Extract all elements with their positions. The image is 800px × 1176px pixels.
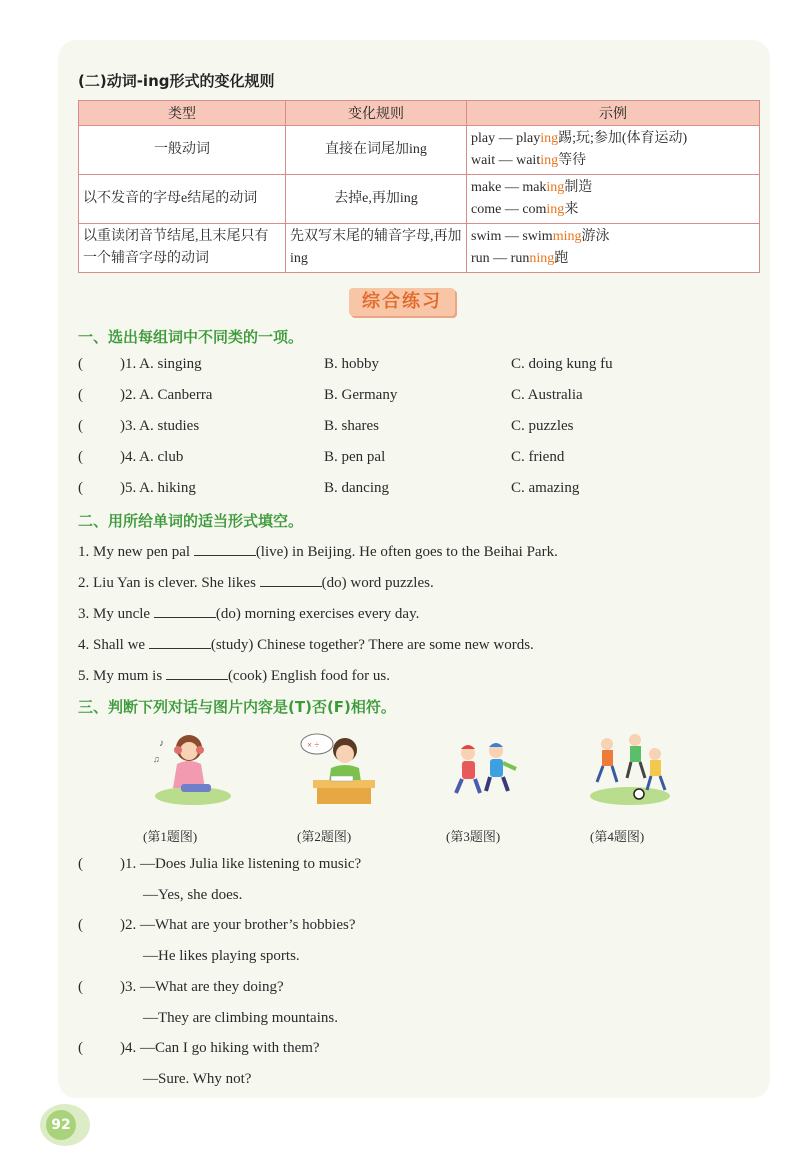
kids-playing-football-picture [585, 728, 675, 808]
option-b: B. Germany [324, 387, 398, 403]
answer-paren: ( [78, 856, 83, 872]
example-meaning: 等待 [558, 153, 587, 168]
option-c: C. Australia [511, 387, 583, 403]
question-text: (cook) English food for us. [227, 668, 390, 684]
answer-paren: ( [78, 480, 83, 496]
type-cell: 一般动词 [79, 126, 286, 175]
example-suffix: ing [540, 153, 559, 168]
type-cell: 以不发音的字母e结尾的动词 [79, 175, 286, 224]
boy-writing-picture [295, 728, 385, 808]
fill-blank-question [78, 634, 534, 654]
girl-listening-music-picture [145, 728, 235, 808]
example-meaning: 跑 [554, 251, 569, 266]
table-row [79, 126, 760, 175]
example-text: run — run [471, 251, 530, 266]
example-text: make — mak [471, 180, 547, 195]
question-text: (do) morning exercises every day. [215, 606, 420, 622]
example-suffix: ing [546, 180, 565, 195]
answer-paren: ( [78, 979, 83, 995]
table-header-type: 类型 [79, 101, 286, 126]
practice-banner-label: 综合练习 [362, 291, 442, 312]
svg-text:× ÷: × ÷ [307, 740, 320, 750]
example-meaning: 来 [564, 202, 579, 217]
rule-cell: 先双写末尾的辅音字母,再加ing [286, 224, 467, 273]
example-meaning: 踢;玩;参加(体育运动) [558, 131, 688, 146]
dialogue-question: )2. —What are your brother’s hobbies? [120, 917, 356, 933]
example-text: swim — swim [471, 229, 553, 244]
question-text: (do) word puzzles. [321, 575, 434, 591]
answer-blank[interactable] [149, 634, 211, 649]
svg-text:♫: ♫ [153, 754, 160, 764]
answer-paren: ( [78, 418, 83, 434]
question-number: )2. A. Canberra [120, 387, 213, 403]
example-cell [467, 126, 760, 175]
option-b: B. hobby [324, 356, 380, 372]
question-text: (live) in Beijing. He often goes to the Beihai Park. [255, 544, 558, 560]
dialogue-answer: —He likes playing sports. [143, 948, 300, 964]
answer-paren: ( [78, 449, 83, 465]
answer-paren: ( [78, 917, 83, 933]
svg-text:♪: ♪ [159, 738, 164, 749]
example-text: play — play [471, 131, 541, 146]
dialogue-question: )3. —What are they doing? [120, 979, 284, 995]
question-text: 2. Liu Yan is clever. She likes [78, 575, 260, 591]
question-text: 5. My mum is [78, 668, 166, 684]
question-number: )3. A. studies [120, 418, 200, 434]
fill-blank-question [78, 541, 558, 561]
example-suffix: ming [552, 229, 582, 244]
question-text: 1. My new pen pal [78, 544, 194, 560]
part3-title: 三、判断下列对话与图片内容是(T)否(F)相符。 [78, 698, 396, 716]
question-number: )5. A. hiking [120, 480, 196, 496]
example-text: come — com [471, 202, 547, 217]
table-row [79, 175, 760, 224]
option-c: C. doing kung fu [511, 356, 613, 372]
rule-cell: 去掉e,再加ing [286, 175, 467, 224]
answer-blank[interactable] [154, 603, 216, 618]
fill-blank-question [78, 665, 390, 685]
table-header-row [79, 101, 760, 126]
example-text: wait — wait [471, 153, 541, 168]
part2-title: 二、用所给单词的适当形式填空。 [78, 512, 304, 530]
practice-banner [349, 288, 455, 316]
answer-paren: ( [78, 356, 83, 372]
option-c: C. puzzles [511, 418, 574, 434]
dialogue-answer: —Sure. Why not? [143, 1071, 252, 1087]
fill-blank-question [78, 572, 434, 592]
answer-blank[interactable] [194, 541, 256, 556]
option-b: B. dancing [324, 480, 389, 496]
option-b: B. shares [324, 418, 379, 434]
picture-caption-2: (第2题图) [297, 829, 352, 844]
kids-skating-picture [440, 735, 530, 815]
answer-blank[interactable] [166, 665, 228, 680]
dialogue-answer: —Yes, she does. [143, 887, 243, 903]
table-row [79, 224, 760, 273]
rule-cell: 直接在词尾加ing [286, 126, 467, 175]
example-meaning: 制造 [564, 180, 593, 195]
example-cell [467, 224, 760, 273]
answer-paren: ( [78, 1040, 83, 1056]
ing-rules-table [78, 100, 760, 273]
picture-caption-3: (第3题图) [446, 829, 501, 844]
dialogue-answer: —They are climbing mountains. [143, 1010, 338, 1026]
picture-caption-4: (第4题图) [590, 829, 645, 844]
table-header-example: 示例 [467, 101, 760, 126]
page-number: 92 [46, 1110, 76, 1140]
option-c: C. amazing [511, 480, 580, 496]
question-text: 4. Shall we [78, 637, 149, 653]
question-text: (study) Chinese together? There are some new words. [210, 637, 534, 653]
part1-title: 一、选出每组词中不同类的一项。 [78, 328, 304, 346]
question-number: )4. A. club [120, 449, 184, 465]
dialogue-question: )4. —Can I go hiking with them? [120, 1040, 320, 1056]
section-title-ing-rules: (二)动词-ing形式的变化规则 [78, 72, 275, 90]
example-suffix: ing [540, 131, 559, 146]
fill-blank-question [78, 603, 419, 623]
answer-paren: ( [78, 387, 83, 403]
example-cell [467, 175, 760, 224]
answer-blank[interactable] [260, 572, 322, 587]
question-text: 3. My uncle [78, 606, 154, 622]
example-meaning: 游泳 [581, 229, 610, 244]
dialogue-question: )1. —Does Julia like listening to music? [120, 856, 362, 872]
table-header-rule: 变化规则 [286, 101, 467, 126]
type-cell: 以重读闭音节结尾,且末尾只有一个辅音字母的动词 [79, 224, 286, 273]
option-c: C. friend [511, 449, 565, 465]
question-number: )1. A. singing [120, 356, 202, 372]
example-suffix: ning [529, 251, 555, 266]
picture-caption-1: (第1题图) [143, 829, 198, 844]
option-b: B. pen pal [324, 449, 386, 465]
example-suffix: ing [546, 202, 565, 217]
